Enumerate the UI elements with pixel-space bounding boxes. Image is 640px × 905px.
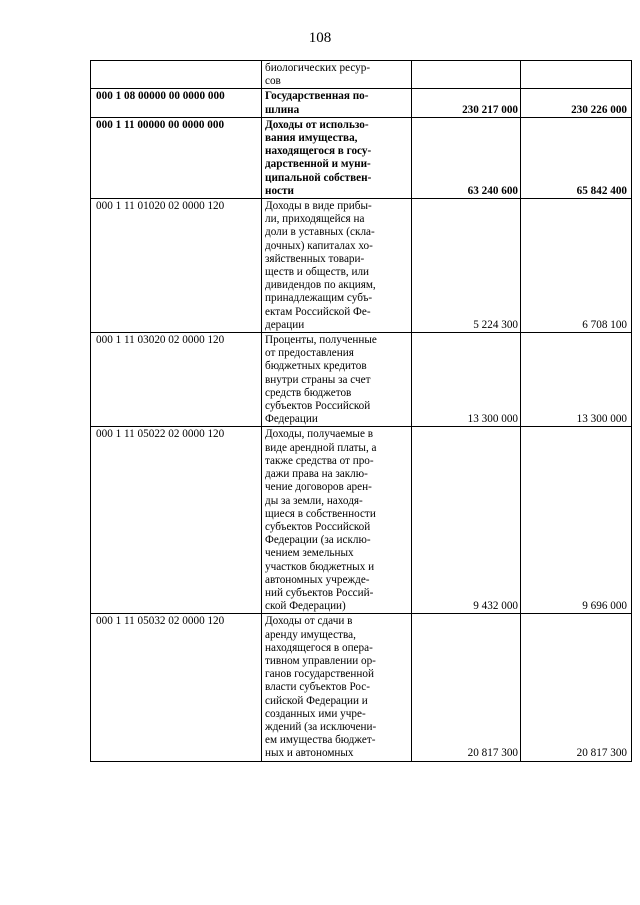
revenue-name-cell <box>262 614 412 761</box>
revenue-name-line: дарственной и муни- <box>265 158 371 171</box>
revenue-name-line: зяйственных товари- <box>265 252 365 265</box>
budget-revenue-table <box>90 60 632 762</box>
revenue-name-line: дерации <box>265 318 305 331</box>
revenue-name-line: щиеся в собственности <box>265 507 376 520</box>
revenue-name-line: также средства от про- <box>265 454 374 467</box>
revenue-name-cell <box>262 199 412 333</box>
revenue-name-line: ем имущества бюджет- <box>265 734 376 747</box>
revenue-name-cell <box>262 89 412 117</box>
revenue-name-line: ждений (за исключени- <box>265 720 377 733</box>
page-number: 108 <box>308 30 332 46</box>
revenue-name-line: ской Федерации) <box>265 600 346 613</box>
revenue-name-line: дивидендов по акциям, <box>265 279 376 292</box>
revenue-name-line: ний субъектов Россий- <box>265 586 374 599</box>
revenue-name-line: тивном управлении ор- <box>265 654 376 667</box>
revenue-name-cell <box>262 333 412 427</box>
revenue-name-line: дочных) капиталах хо- <box>265 239 373 252</box>
revenue-name-line: ды за земли, находя- <box>265 494 363 507</box>
revenue-name-line: биологических ресур- <box>265 62 371 74</box>
revenue-name-line: участков бюджетных и <box>265 560 375 573</box>
revenue-name-line: принадлежащим субъ- <box>265 292 373 305</box>
table-row <box>91 89 632 117</box>
revenue-name-line: шлина <box>265 103 300 116</box>
budget-code-cell: 000 1 11 03020 02 0000 120 <box>91 333 262 427</box>
revenue-name-line: Государственная по- <box>265 90 369 103</box>
revenue-name-line: от предоставления <box>265 347 354 360</box>
amount-second-column-cell: 6 708 100 <box>521 199 632 333</box>
revenue-name-line: сийской Федерации и <box>265 694 368 707</box>
amount-second-column-cell <box>521 61 632 89</box>
revenue-name-line: средств бюджетов <box>265 386 352 399</box>
revenue-name-line: Доходы, получаемые в <box>265 428 373 441</box>
revenue-name-line: аренду имущества, <box>265 628 356 641</box>
amount-second-column-cell: 65 842 400 <box>521 117 632 198</box>
revenue-name-line: субъектов Российской <box>265 400 371 413</box>
revenue-name-cell <box>262 61 412 89</box>
revenue-name-line: Федерации (за исклю- <box>265 534 371 547</box>
revenue-name-cell <box>262 427 412 614</box>
amount-second-column-cell: 230 226 000 <box>521 89 632 117</box>
revenue-name-line: ципальной собствен- <box>265 171 372 184</box>
revenue-name-line: созданных ими учре- <box>265 707 366 720</box>
table-row <box>91 333 632 427</box>
budget-code-cell: 000 1 11 01020 02 0000 120 <box>91 199 262 333</box>
revenue-name-line: Доходы от использо- <box>265 118 369 131</box>
revenue-name-line: Федерации <box>265 413 318 426</box>
amount-first-column-cell: 9 432 000 <box>412 427 521 614</box>
amount-first-column-cell <box>412 61 521 89</box>
revenue-name-line: внутри страны за счет <box>265 373 371 386</box>
revenue-name-line: находящегося в госу- <box>265 145 372 158</box>
amount-second-column-cell: 13 300 000 <box>521 333 632 427</box>
budget-code-cell <box>91 61 262 89</box>
table-row <box>91 117 632 198</box>
table-row <box>91 427 632 614</box>
amount-first-column-cell: 63 240 600 <box>412 117 521 198</box>
revenue-name-line: вания имущества, <box>265 132 358 145</box>
revenue-name-line: власти субъектов Рос- <box>265 681 370 694</box>
revenue-name-line: бюджетных кредитов <box>265 360 367 373</box>
revenue-name-line: Проценты, полученные <box>265 334 377 347</box>
revenue-name-line: сов <box>265 75 281 88</box>
amount-first-column-cell: 5 224 300 <box>412 199 521 333</box>
revenue-name-line: ектам Российской Фе- <box>265 305 371 318</box>
amount-first-column-cell: 13 300 000 <box>412 333 521 427</box>
revenue-name-line: ности <box>265 184 294 197</box>
revenue-name-line: Доходы от сдачи в <box>265 615 353 628</box>
revenue-name-line: дажи права на заклю- <box>265 468 368 481</box>
amount-first-column-cell: 20 817 300 <box>412 614 521 761</box>
budget-code-cell: 000 1 11 05032 02 0000 120 <box>91 614 262 761</box>
revenue-name-line: находящегося в опера- <box>265 641 373 654</box>
revenue-name-line: виде арендной платы, а <box>265 441 377 454</box>
revenue-name-line: ли, приходящейся на <box>265 213 365 226</box>
revenue-name-line: ществ и обществ, или <box>265 266 370 279</box>
revenue-name-cell <box>262 117 412 198</box>
budget-code-cell: 000 1 11 00000 00 0000 000 <box>91 117 262 198</box>
table-row <box>91 61 632 89</box>
budget-code-cell: 000 1 11 05022 02 0000 120 <box>91 427 262 614</box>
amount-first-column-cell: 230 217 000 <box>412 89 521 117</box>
table-row <box>91 199 632 333</box>
revenue-name-line: чением земельных <box>265 547 354 560</box>
amount-second-column-cell: 9 696 000 <box>521 427 632 614</box>
revenue-name-line: доли в уставных (скла- <box>265 226 375 239</box>
budget-code-cell: 000 1 08 00000 00 0000 000 <box>91 89 262 117</box>
revenue-name-line: ных и автономных <box>265 747 354 760</box>
table-row <box>91 614 632 761</box>
amount-second-column-cell: 20 817 300 <box>521 614 632 761</box>
revenue-name-line: чение договоров арен- <box>265 481 372 494</box>
revenue-name-line: субъектов Российской <box>265 520 371 533</box>
revenue-name-line: Доходы в виде прибы- <box>265 200 372 213</box>
revenue-name-line: автономных учрежде- <box>265 573 370 586</box>
revenue-name-line: ганов государственной <box>265 668 374 681</box>
table-body <box>91 61 632 762</box>
